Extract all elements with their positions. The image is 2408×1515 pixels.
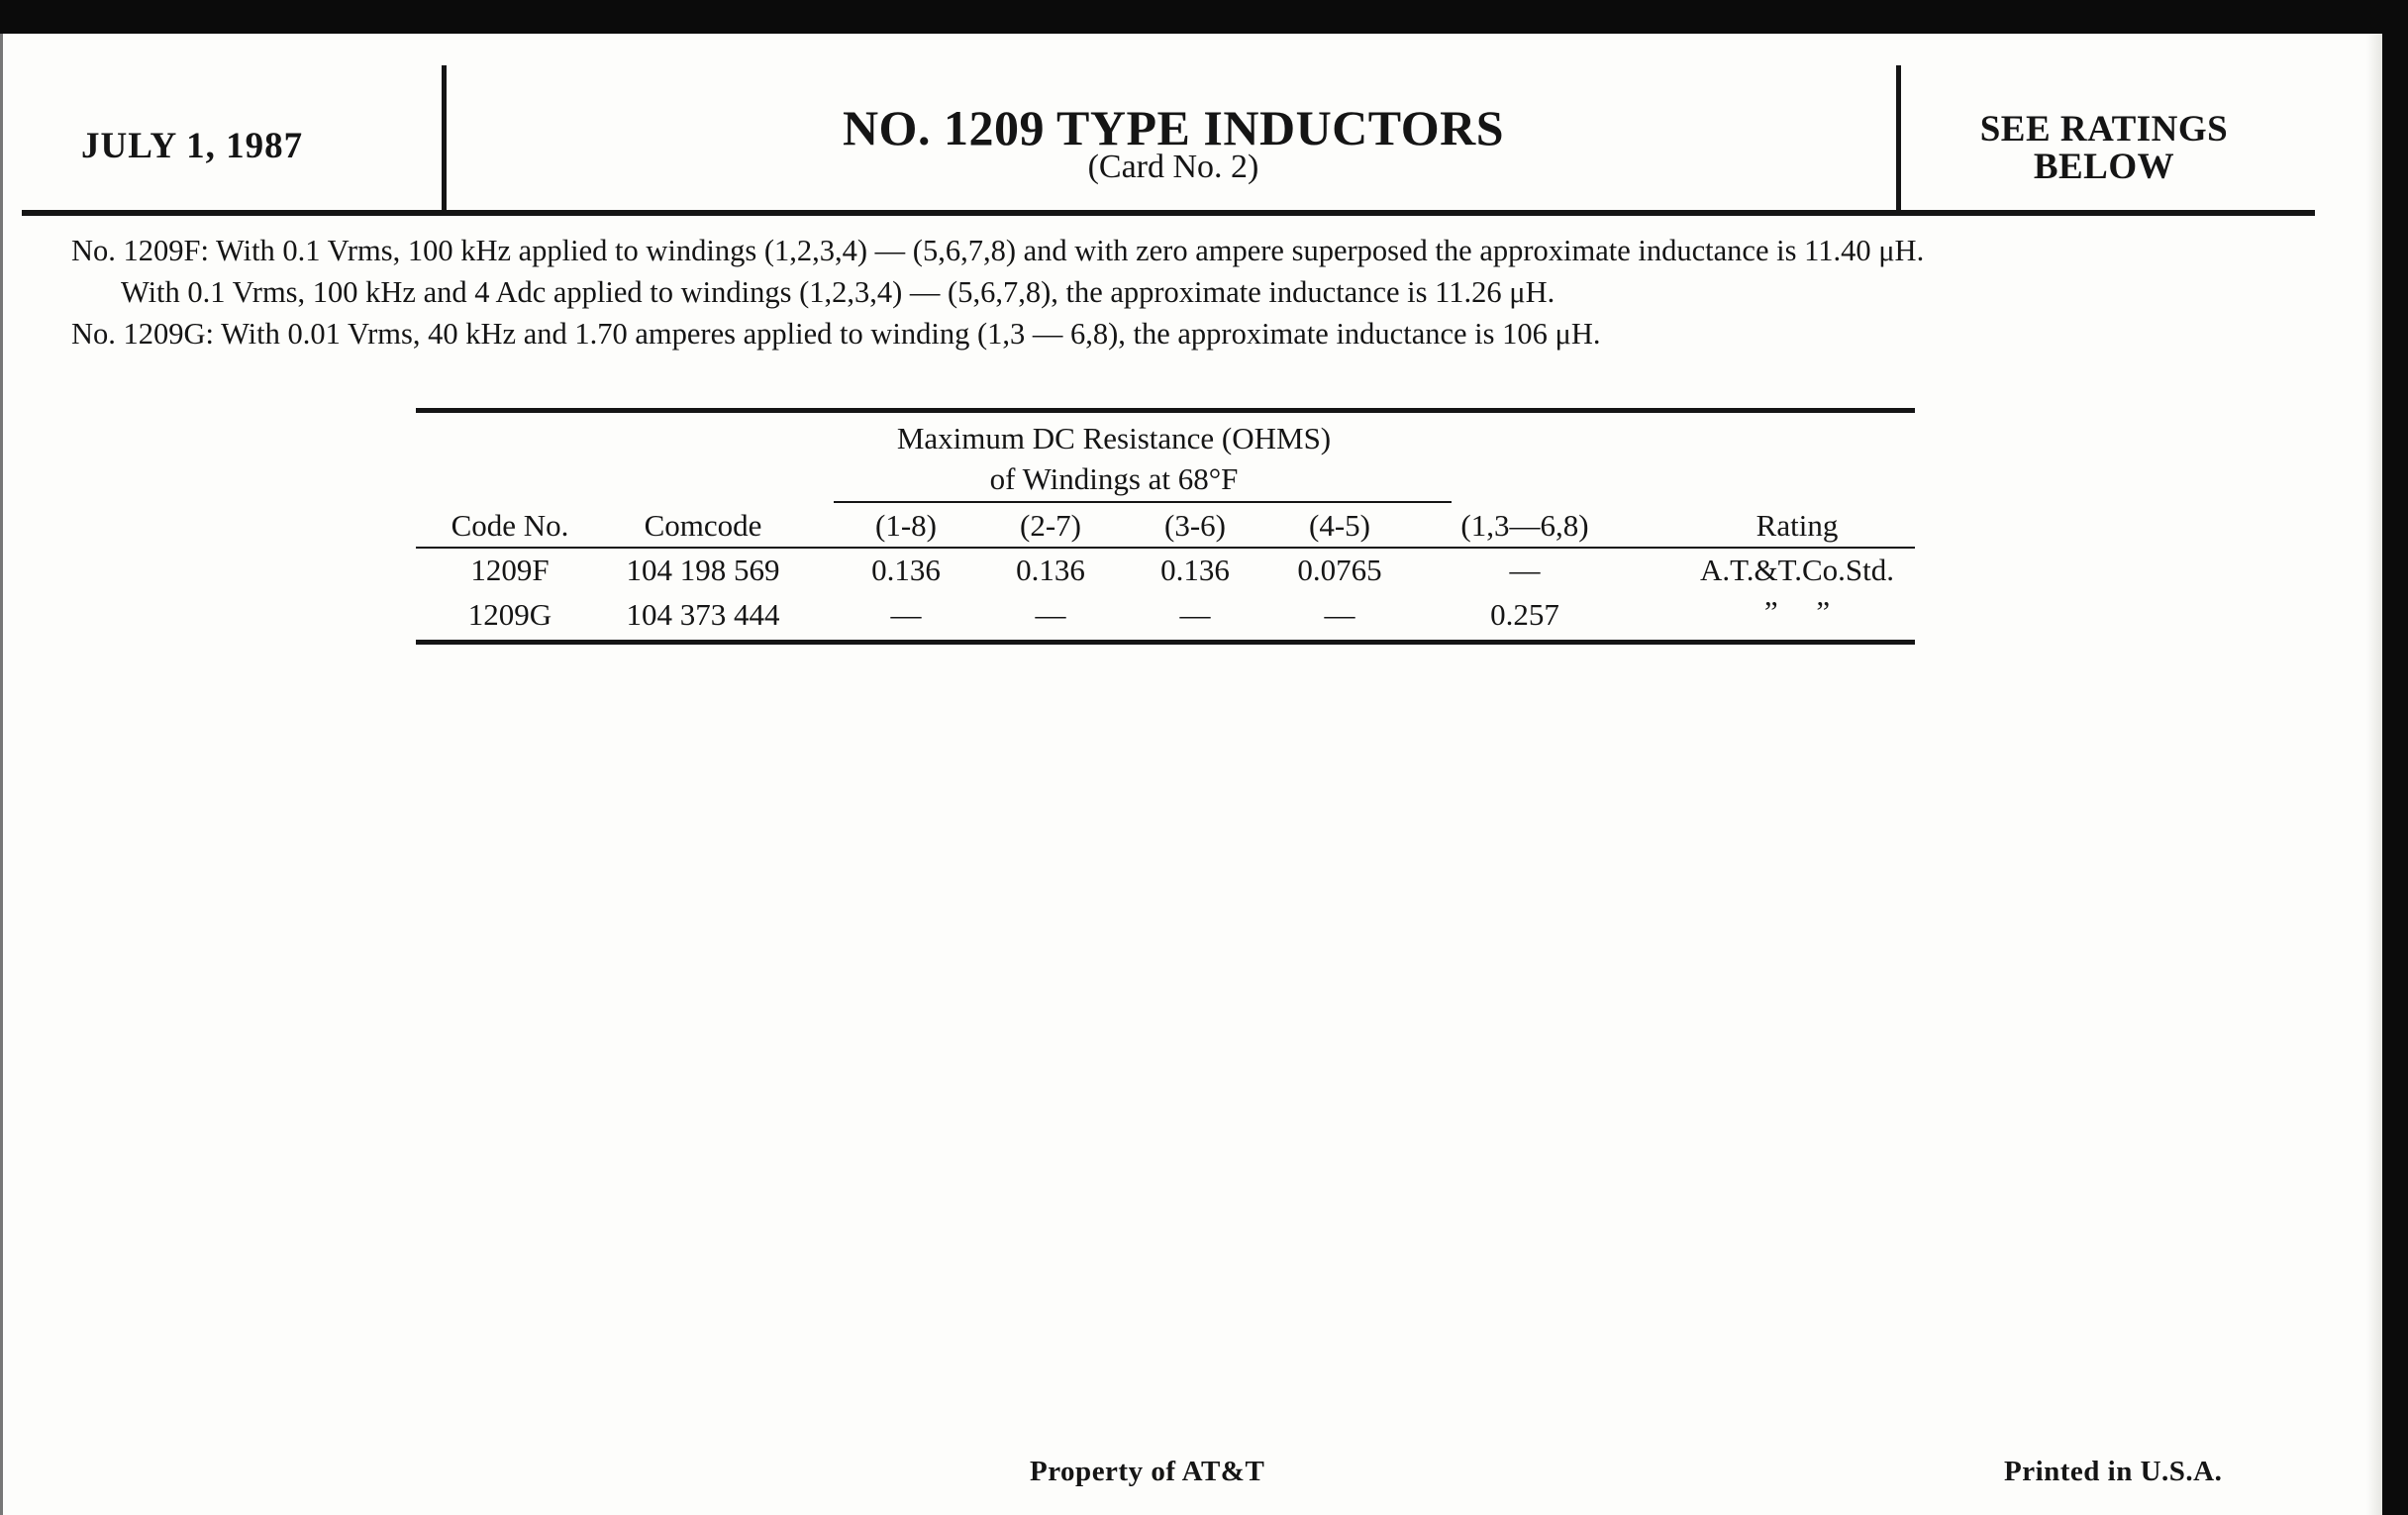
header-divider-left [442,65,447,212]
col-header-comcode: Comcode [644,508,762,543]
table-row-1209f-1-8: 0.136 [871,553,941,587]
table-row-1209f-3-6: 0.136 [1160,553,1230,587]
printed-notice: Printed in U.S.A. [2004,1456,2223,1487]
note-1209g: No. 1209G: With 0.01 Vrms, 40 kHz and 1.70 amperes applied to winding (1,3 — 6,8), the approximate inductance is 106 μH. [71,317,1601,351]
inductance-notes [71,230,2329,354]
ratings-note [1916,111,2292,185]
table-row-1209g-3-6: — [1179,597,1211,632]
table-bottom-rule [416,640,1915,645]
table-row-1209f-comcode: 104 198 569 [626,553,780,587]
table-row-1209g-rating: ” ” [1763,594,1831,629]
table-row-1209g-comcode: 104 373 444 [626,597,780,632]
scan-border-left [0,34,3,1515]
col-header-rating: Rating [1756,508,1839,543]
scan-border-top [0,0,2408,34]
col-header-code: Code No. [451,508,569,543]
issue-date: JULY 1, 1987 [81,126,304,166]
col-header-4-5: (4-5) [1309,508,1370,543]
group-header-rule [834,501,1452,503]
table-row-1209g-code: 1209G [467,597,552,632]
table-row-1209f-1-3-6-8: — [1509,553,1541,587]
table-row-1209g-4-5: — [1324,597,1355,632]
col-header-1-8: (1-8) [875,508,937,543]
table-row-1209g-1-8: — [890,597,922,632]
table-row-1209g-2-7: — [1035,597,1066,632]
ratings-note-line1: SEE RATINGS [1979,109,2229,150]
table-row-1209f-4-5: 0.0765 [1297,553,1382,587]
header-rule [22,210,2315,216]
table-row-1209g-1-3-6-8: 0.257 [1490,597,1559,632]
col-header-2-7: (2-7) [1020,508,1081,543]
card-header [0,34,2317,212]
note-1209f: No. 1209F: With 0.1 Vrms, 100 kHz applied to windings (1,2,3,4) — (5,6,7,8) and with zero ampere superposed the approximate inductance is 11.40 μH. [71,234,1925,267]
property-notice: Property of AT&T [1030,1456,1265,1487]
table-top-rule [416,408,1915,413]
table-row-1209f-rating: A.T.&T.Co.Std. [1699,553,1895,587]
card-edge-shadow [2366,34,2382,1515]
card-title: NO. 1209 TYPE INDUCTORS [842,100,1505,155]
table-row-1209f-code: 1209F [470,553,550,587]
group-header-line1: Maximum DC Resistance (OHMS) [896,421,1332,455]
card-subtitle: (Card No. 2) [1087,149,1259,185]
col-header-3-6: (3-6) [1164,508,1226,543]
group-header-line2: of Windings at 68°F [989,461,1239,496]
table-row-1209f-2-7: 0.136 [1016,553,1085,587]
header-bottom-rule [416,547,1915,549]
note-1209f-continued: With 0.1 Vrms, 100 kHz and 4 Adc applied to windings (1,2,3,4) — (5,6,7,8), the approximate inductance is 11.26 μH. [121,275,1555,309]
ratings-note-line2: BELOW [2033,146,2175,187]
scan-border-right [2382,0,2408,1515]
col-header-1-3-6-8: (1,3—6,8) [1460,508,1589,543]
header-divider-right [1896,65,1901,212]
